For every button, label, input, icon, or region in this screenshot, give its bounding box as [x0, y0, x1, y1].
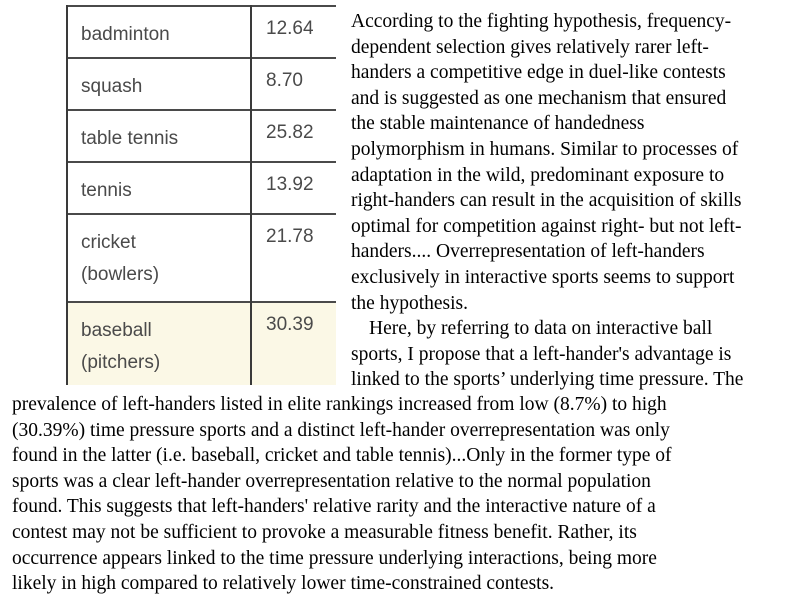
table-column-divider [250, 5, 252, 385]
sport-value: 30.39 [266, 314, 314, 335]
sport-name [81, 123, 241, 155]
table-row-highlighted [66, 301, 336, 385]
text-line: contest may not be sufficient to provoke a measurable fitness benefit. Rather, its [12, 521, 637, 543]
text-line: found. This suggests that left-handers' relative rarity and the interactive nature of a [12, 496, 656, 518]
row-divider [66, 161, 336, 163]
row-divider [66, 5, 336, 7]
text-line: sports, I propose that a left-hander's advantage is [351, 343, 732, 365]
sport-name [81, 175, 241, 207]
text-line: handers.... Overrepresentation of left-handers [351, 241, 705, 263]
text-line: exclusively in interactive sports seems to support [351, 266, 735, 288]
table-row [66, 161, 336, 213]
row-divider [66, 301, 336, 303]
text-line: linked to the sports’ underlying time pressure. The [351, 369, 744, 391]
text-line: adaptation in the wild, predominant exposure to [351, 164, 725, 186]
text-line: occurrence appears linked to the time pressure underlying interactions, being more [12, 547, 657, 569]
text-line: polymorphism in humans. Similar to processes of [351, 138, 739, 160]
table-row [66, 109, 336, 161]
sport-name [81, 227, 241, 291]
text-line: the hypothesis. [351, 292, 468, 314]
text-line: right-handers can result in the acquisition of skills [351, 190, 742, 212]
sport-name-line: tennis [81, 180, 132, 201]
body-text-right [351, 9, 743, 393]
sport-value: 12.64 [266, 18, 314, 39]
text-line: found in the latter (i.e. baseball, cricket and table tennis)...Only in the former type of [12, 445, 672, 467]
sport-name [81, 71, 241, 103]
table-left-border [66, 5, 68, 385]
text-line: and is suggested as one mechanism that ensured [351, 87, 727, 109]
body-text-bottom [12, 392, 672, 597]
table-row [66, 213, 336, 301]
text-line: likely in high compared to relatively lower time-constrained contests. [12, 573, 555, 595]
sport-value: 13.92 [266, 174, 314, 195]
table-row [66, 57, 336, 109]
sport-value: 21.78 [266, 226, 314, 247]
row-divider [66, 57, 336, 59]
text-line: dependent selection gives relatively rarer left- [351, 36, 709, 58]
row-divider [66, 109, 336, 111]
row-divider [66, 213, 336, 215]
sport-name [81, 19, 241, 51]
text-line: Here, by referring to data on interactive ball [369, 318, 713, 340]
sport-name-line: (bowlers) [81, 264, 160, 285]
table-row [66, 5, 336, 57]
sport-name-line: squash [81, 76, 143, 97]
sport-name [81, 315, 241, 379]
sport-name-line: table tennis [81, 128, 179, 149]
text-line: According to the fighting hypothesis, frequency- [351, 11, 732, 32]
text-line: sports was a clear left-hander overrepresentation relative to the normal population [12, 470, 651, 492]
text-line: the stable maintenance of handedness [351, 113, 645, 135]
sport-name-line: cricket [81, 232, 136, 253]
sport-name-line: baseball [81, 320, 152, 341]
sport-name-line: badminton [81, 24, 170, 45]
sport-name-line: (pitchers) [81, 352, 161, 373]
text-line: (30.39%) time pressure sports and a distinct left-hander overrepresentation was only [12, 419, 670, 441]
text-line: handers a competitive edge in duel-like contests [351, 62, 726, 84]
sports-table [66, 5, 336, 385]
sport-value: 8.70 [266, 70, 303, 91]
text-line: optimal for competition against right- but not left- [351, 215, 742, 237]
sport-value: 25.82 [266, 122, 314, 143]
text-line: prevalence of left-handers listed in elite rankings increased from low (8.7%) to high [12, 394, 667, 415]
